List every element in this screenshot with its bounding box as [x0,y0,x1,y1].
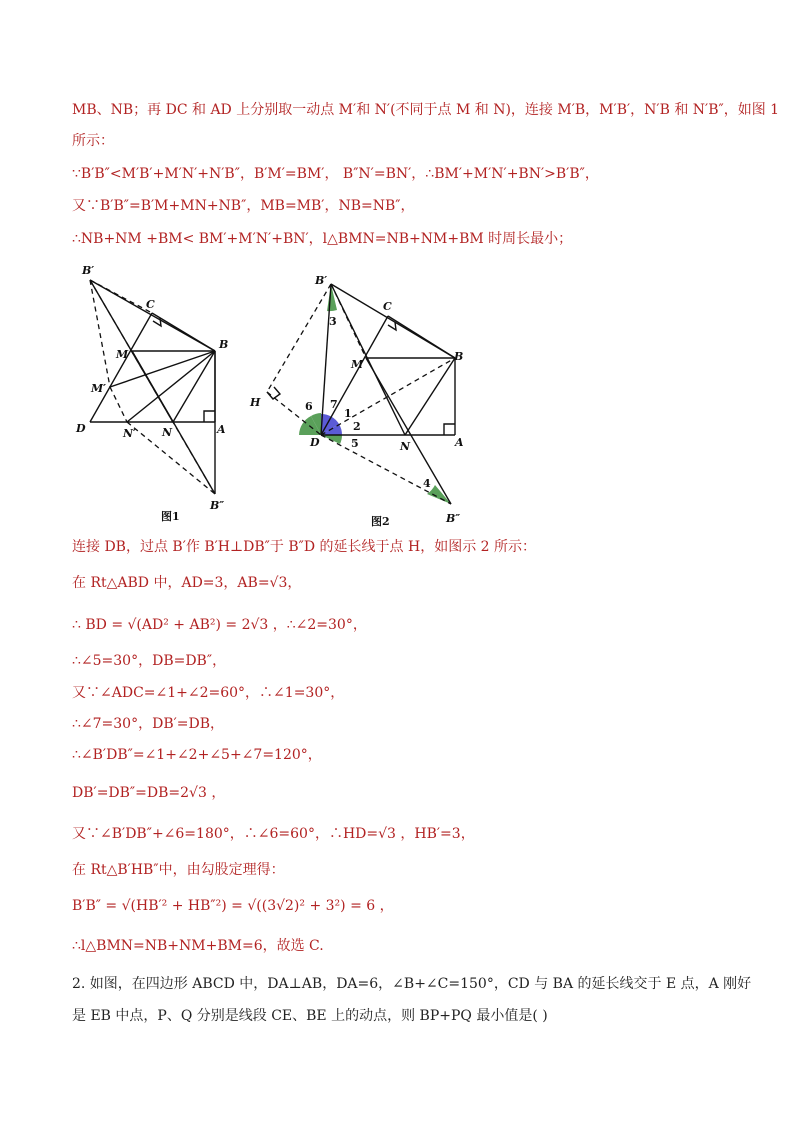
figure-2 [245,272,485,534]
fig1-label-Bdoubleprime: B″ [210,499,225,512]
fig2-angle-6: 6 [305,400,313,413]
text-line-14: 又∵∠B′DB″+∠6=180°，∴∠6=60°，∴HD=√3 ，HB′=3， [72,826,475,842]
fig2-label-A: A [455,436,464,449]
text-line-9: ∴∠5=30°，DB=DB″， [72,653,227,669]
question-2-line-1: 2. 如图，在四边形 ABCD 中，DA⊥AB，DA=6，∠B+∠C=150°，CD 与 BA 的延长线交于 E 点，A 刚好 [72,976,752,992]
text-line-13: DB′=DB″=DB=2√3 ， [72,785,226,801]
fig1-label-N: N [162,426,173,439]
fig2-angle-2: 2 [353,420,361,433]
fig2-caption: 图2 [371,515,390,528]
fig1-label-B: B [219,338,229,351]
fig1-label-D: D [76,422,86,435]
text-line-11: ∴∠7=30°，DB′=DB， [72,716,225,732]
text-line-10: 又∵∠ADC=∠1+∠2=60°，∴∠1=30°， [72,685,345,701]
text-line-8: ∴ BD = √(AD² + AB²) = 2√3 ，∴∠2=30°， [72,617,367,633]
fig2-label-N: N [400,440,411,453]
angle-markers [299,284,451,504]
text-line-4: 又∵B′B″=B′M+MN+NB″，MB=MB′，NB=NB″， [72,198,415,214]
fig1-label-Mprime: M′ [91,382,107,395]
text-line-7: 在 Rt△ABD 中，AD=3，AB=√3， [72,575,302,591]
fig1-label-Bprime: B′ [82,264,95,277]
fig1-label-C: C [146,298,155,311]
fig2-angle-5: 5 [351,437,359,450]
fig2-label-Bprime: B′ [315,274,328,287]
text-line-1: MB、NB；再 DC 和 AD 上分别取一动点 M′和 N′(不同于点 M 和 N)，连接 M′B，M′B′，N′B 和 N′B″，如图 1 [72,102,780,118]
text-line-6: 连接 DB，过点 B′作 B′H⊥DB″于 B″D 的延长线于点 H，如图示 2 所示： [72,539,537,555]
fig2-label-B: B [454,350,464,363]
text-line-15: 在 Rt△B′HB″中，由勾股定理得： [72,862,285,878]
fig2-angle-1: 1 [344,407,352,420]
fig2-angle-4: 4 [423,477,431,490]
text-line-17: ∴l△BMN=NB+NM+BM=6，故选 C. [72,938,324,954]
fig1-caption: 图1 [161,510,180,523]
text-line-5: ∴NB+NM +BM< BM′+M′N′+BN′，l△BMN=NB+NM+BM 时周长最小； [72,231,573,247]
fig1-label-M: M [116,348,129,361]
fig1-label-Nprime: N′ [123,427,136,440]
text-line-3: ∵B′B″<M′B′+M′N′+N′B″，B′M′=BM′， B″N′=BN′，∴BM′+M′N′+BN′>B′B″， [72,166,599,182]
text-line-12: ∴∠B′DB″=∠1+∠2+∠5+∠7=120°， [72,747,322,763]
fig2-label-Bdoubleprime: B″ [446,512,461,525]
fig2-label-D: D [310,436,320,449]
fig2-label-C: C [383,300,392,313]
fig1-label-A: A [217,423,226,436]
text-line-2: 所示： [72,133,114,149]
question-2-line-2: 是 EB 中点，P、Q 分别是线段 CE、BE 上的动点，则 BP+PQ 最小值是( ) [72,1008,548,1024]
fig2-angle-3: 3 [329,315,337,328]
fig2-label-H: H [250,396,261,409]
text-line-16: B′B″ = √(HB′² + HB″²) = √((3√2)² + 3²) = 6 ， [72,898,394,914]
fig2-angle-7: 7 [330,398,338,411]
figure-1 [70,256,260,536]
fig2-label-M: M [351,358,364,371]
